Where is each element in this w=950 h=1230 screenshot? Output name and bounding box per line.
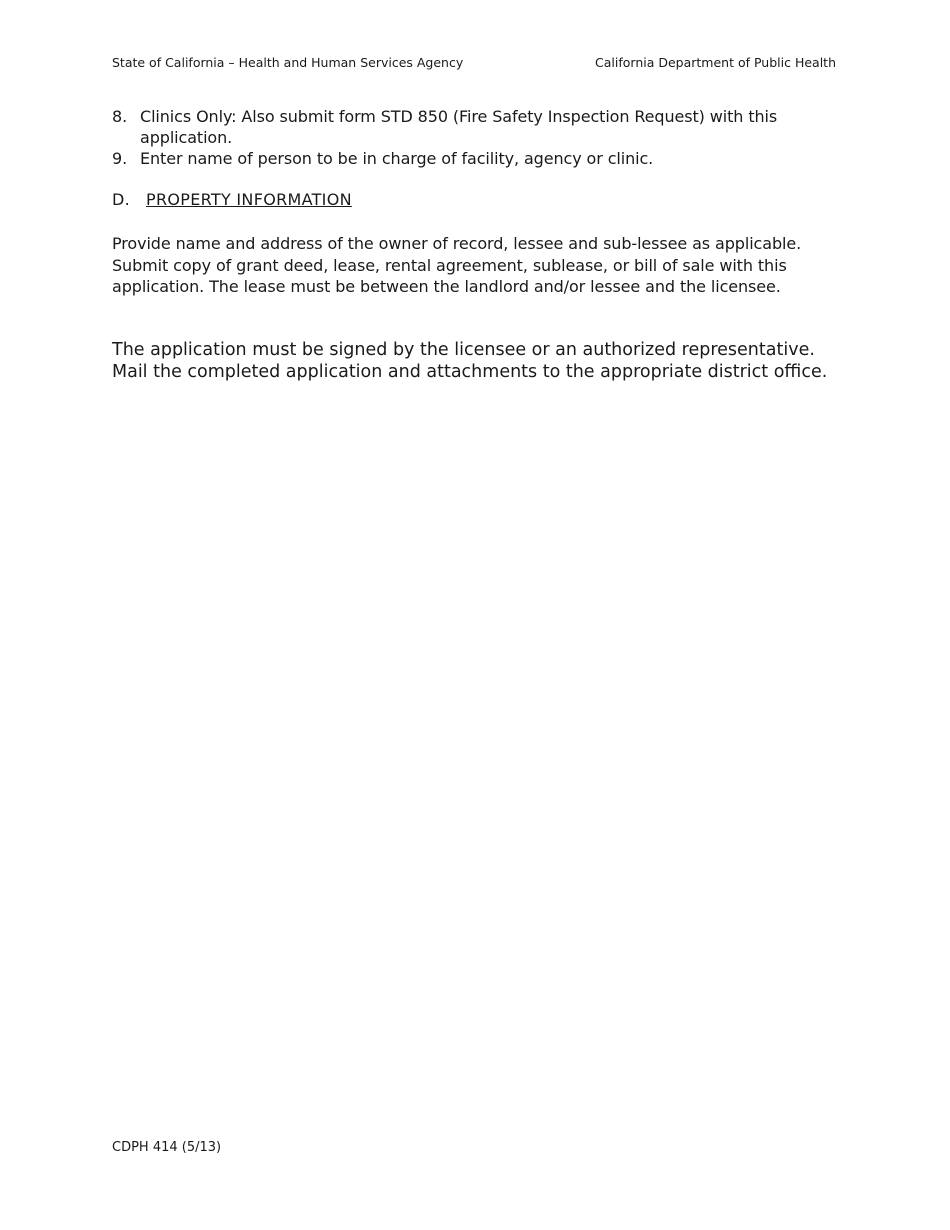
paragraph-line: Provide name and address of the owner of record, lessee and sub-lessee as applicable. <box>112 234 802 253</box>
list-item-number: 9. <box>112 149 128 168</box>
instruction-list <box>112 106 852 169</box>
list-item-text: Enter name of person to be in charge of facility, agency or clinic. <box>140 149 654 168</box>
list-item <box>112 148 852 169</box>
header-agency: State of California – Health and Human Services Agency <box>112 55 464 70</box>
section-letter: D. <box>112 190 131 209</box>
closing-line: The application must be signed by the licensee or an authorized representative. <box>112 340 815 360</box>
header-department: California Department of Public Health <box>595 55 836 70</box>
list-item-text: Clinics Only: Also submit form STD 850 (Fire Safety Inspection Request) with this application. <box>140 107 778 147</box>
closing-line: Mail the completed application and attachments to the appropriate district office. <box>112 361 828 382</box>
property-paragraph <box>112 233 847 298</box>
list-item-number: 8. <box>112 107 128 126</box>
paragraph-line: application. The lease must be between the landlord and/or lessee and the licensee. <box>112 277 781 296</box>
list-item <box>112 106 852 148</box>
form-id-footer: CDPH 414 (5/13) <box>112 1140 222 1155</box>
paragraph-line: Submit copy of grant deed, lease, rental agreement, sublease, or bill of sale with this <box>112 255 787 275</box>
closing-instructions <box>112 340 852 383</box>
section-heading-property <box>112 190 352 209</box>
section-title: PROPERTY INFORMATION <box>146 190 352 209</box>
